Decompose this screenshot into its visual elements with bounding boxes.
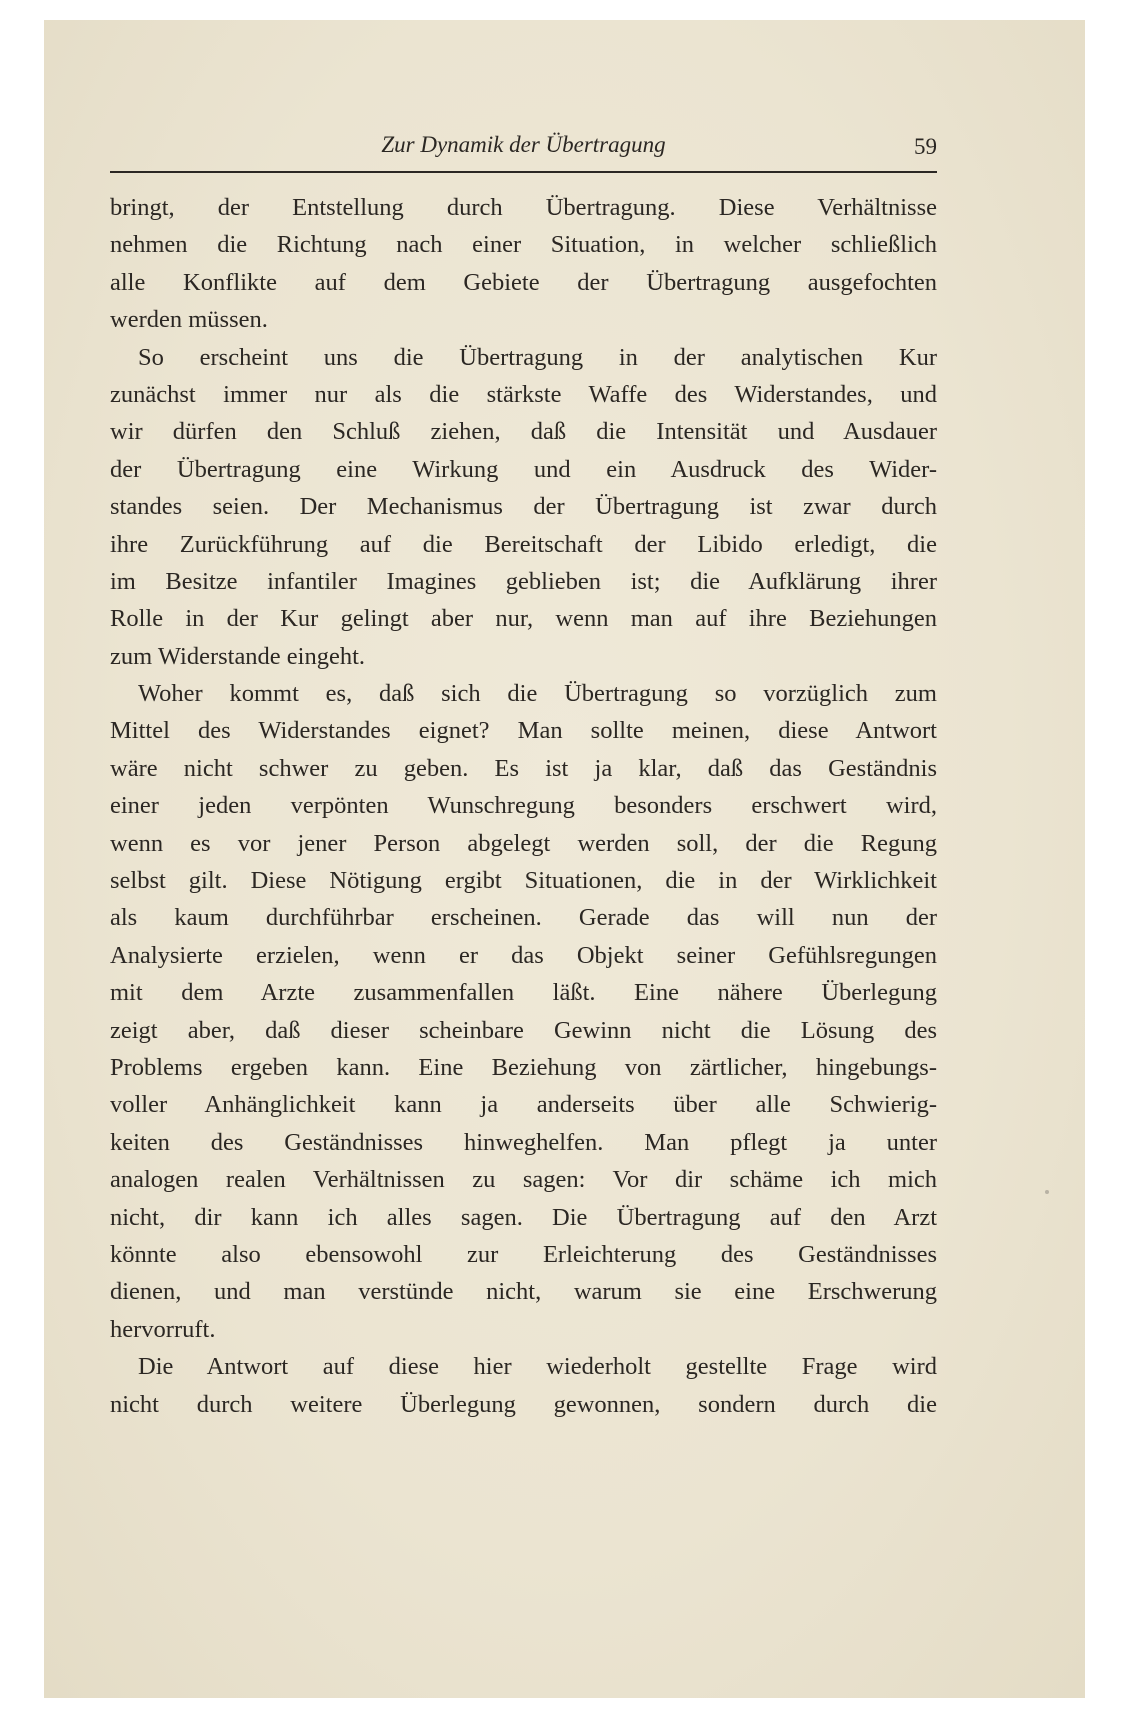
paragraph bbox=[110, 1348, 937, 1423]
text-line: wenn es vor jener Person abgelegt werden soll, der die Regung bbox=[110, 829, 937, 857]
paragraph bbox=[110, 339, 937, 676]
text-line: zunächst immer nur als die stärkste Waffe des Widerstandes, und bbox=[110, 380, 937, 408]
text-line: im Besitze infantiler Imagines geblieben ist; die Aufklärung ihrer bbox=[110, 567, 937, 595]
text-line: Die Antwort auf diese hier wiederholt gestellte Frage wird bbox=[138, 1353, 937, 1381]
text-line: dienen, und man verstünde nicht, warum sie eine Erschwerung bbox=[110, 1278, 937, 1306]
text-line: einer jeden verpönten Wunschregung besonders erschwert wird, bbox=[110, 792, 937, 820]
paragraph bbox=[110, 675, 937, 1348]
text-line: nicht, dir kann ich alles sagen. Die Übertragung auf den Arzt bbox=[110, 1203, 937, 1231]
text-line: hervorruft. bbox=[110, 1315, 216, 1343]
text-line: Problems ergeben kann. Eine Beziehung von zärtlicher, hingebungs- bbox=[110, 1053, 937, 1081]
header-rule bbox=[110, 171, 937, 173]
paper-smudge bbox=[1045, 1190, 1049, 1194]
text-line: nehmen die Richtung nach einer Situation, in welcher schließlich bbox=[110, 231, 937, 259]
text-line: standes seien. Der Mechanismus der Übertragung ist zwar durch bbox=[110, 493, 937, 521]
running-title: Zur Dynamik der Übertragung bbox=[381, 132, 666, 157]
text-line: als kaum durchführbar erscheinen. Gerade das will nun der bbox=[110, 904, 937, 932]
text-line: Woher kommt es, daß sich die Übertragung so vorzüglich zum bbox=[138, 680, 937, 708]
text-line: keiten des Geständnisses hinweghelfen. Man pflegt ja unter bbox=[110, 1128, 937, 1156]
text-line: wäre nicht schwer zu geben. Es ist ja klar, daß das Geständnis bbox=[110, 754, 937, 782]
text-line: bringt, der Entstellung durch Übertragung. Diese Verhältnisse bbox=[110, 194, 937, 221]
text-line: könnte also ebensowohl zur Erleichterung des Geständnisses bbox=[110, 1240, 937, 1268]
text-line: Rolle in der Kur gelingt aber nur, wenn man auf ihre Beziehungen bbox=[110, 605, 937, 633]
running-header bbox=[110, 132, 937, 172]
text-line: ihre Zurückführung auf die Bereitschaft der Libido erledigt, die bbox=[110, 530, 937, 558]
text-line: zum Widerstande eingeht. bbox=[110, 642, 366, 670]
text-line: voller Anhänglichkeit kann ja anderseits über alle Schwierig- bbox=[110, 1091, 937, 1119]
text-line: selbst gilt. Diese Nötigung ergibt Situationen, die in der Wirklichkeit bbox=[110, 867, 937, 895]
text-line: So erscheint uns die Übertragung in der analytischen Kur bbox=[138, 343, 937, 371]
text-line: mit dem Arzte zusammenfallen läßt. Eine nähere Überlegung bbox=[110, 979, 937, 1007]
text-line: nicht durch weitere Überlegung gewonnen, sondern durch die bbox=[110, 1390, 937, 1418]
text-line: zeigt aber, daß dieser scheinbare Gewinn nicht die Lösung des bbox=[110, 1016, 937, 1044]
paragraph bbox=[110, 189, 937, 339]
text-line: der Übertragung eine Wirkung und ein Ausdruck des Wider- bbox=[110, 455, 937, 483]
text-line: analogen realen Verhältnissen zu sagen: Vor dir schäme ich mich bbox=[110, 1166, 937, 1194]
body-text bbox=[110, 189, 937, 1423]
text-line: Analysierte erzielen, wenn er das Objekt seiner Gefühlsregungen bbox=[110, 941, 937, 969]
text-line: werden müssen. bbox=[110, 306, 268, 334]
page-number: 59 bbox=[914, 134, 937, 159]
text-line: alle Konflikte auf dem Gebiete der Übertragung ausgefochten bbox=[110, 268, 937, 296]
text-line: Mittel des Widerstandes eignet? Man sollte meinen, diese Antwort bbox=[110, 717, 937, 745]
text-line: wir dürfen den Schluß ziehen, daß die Intensität und Ausdauer bbox=[110, 418, 937, 446]
